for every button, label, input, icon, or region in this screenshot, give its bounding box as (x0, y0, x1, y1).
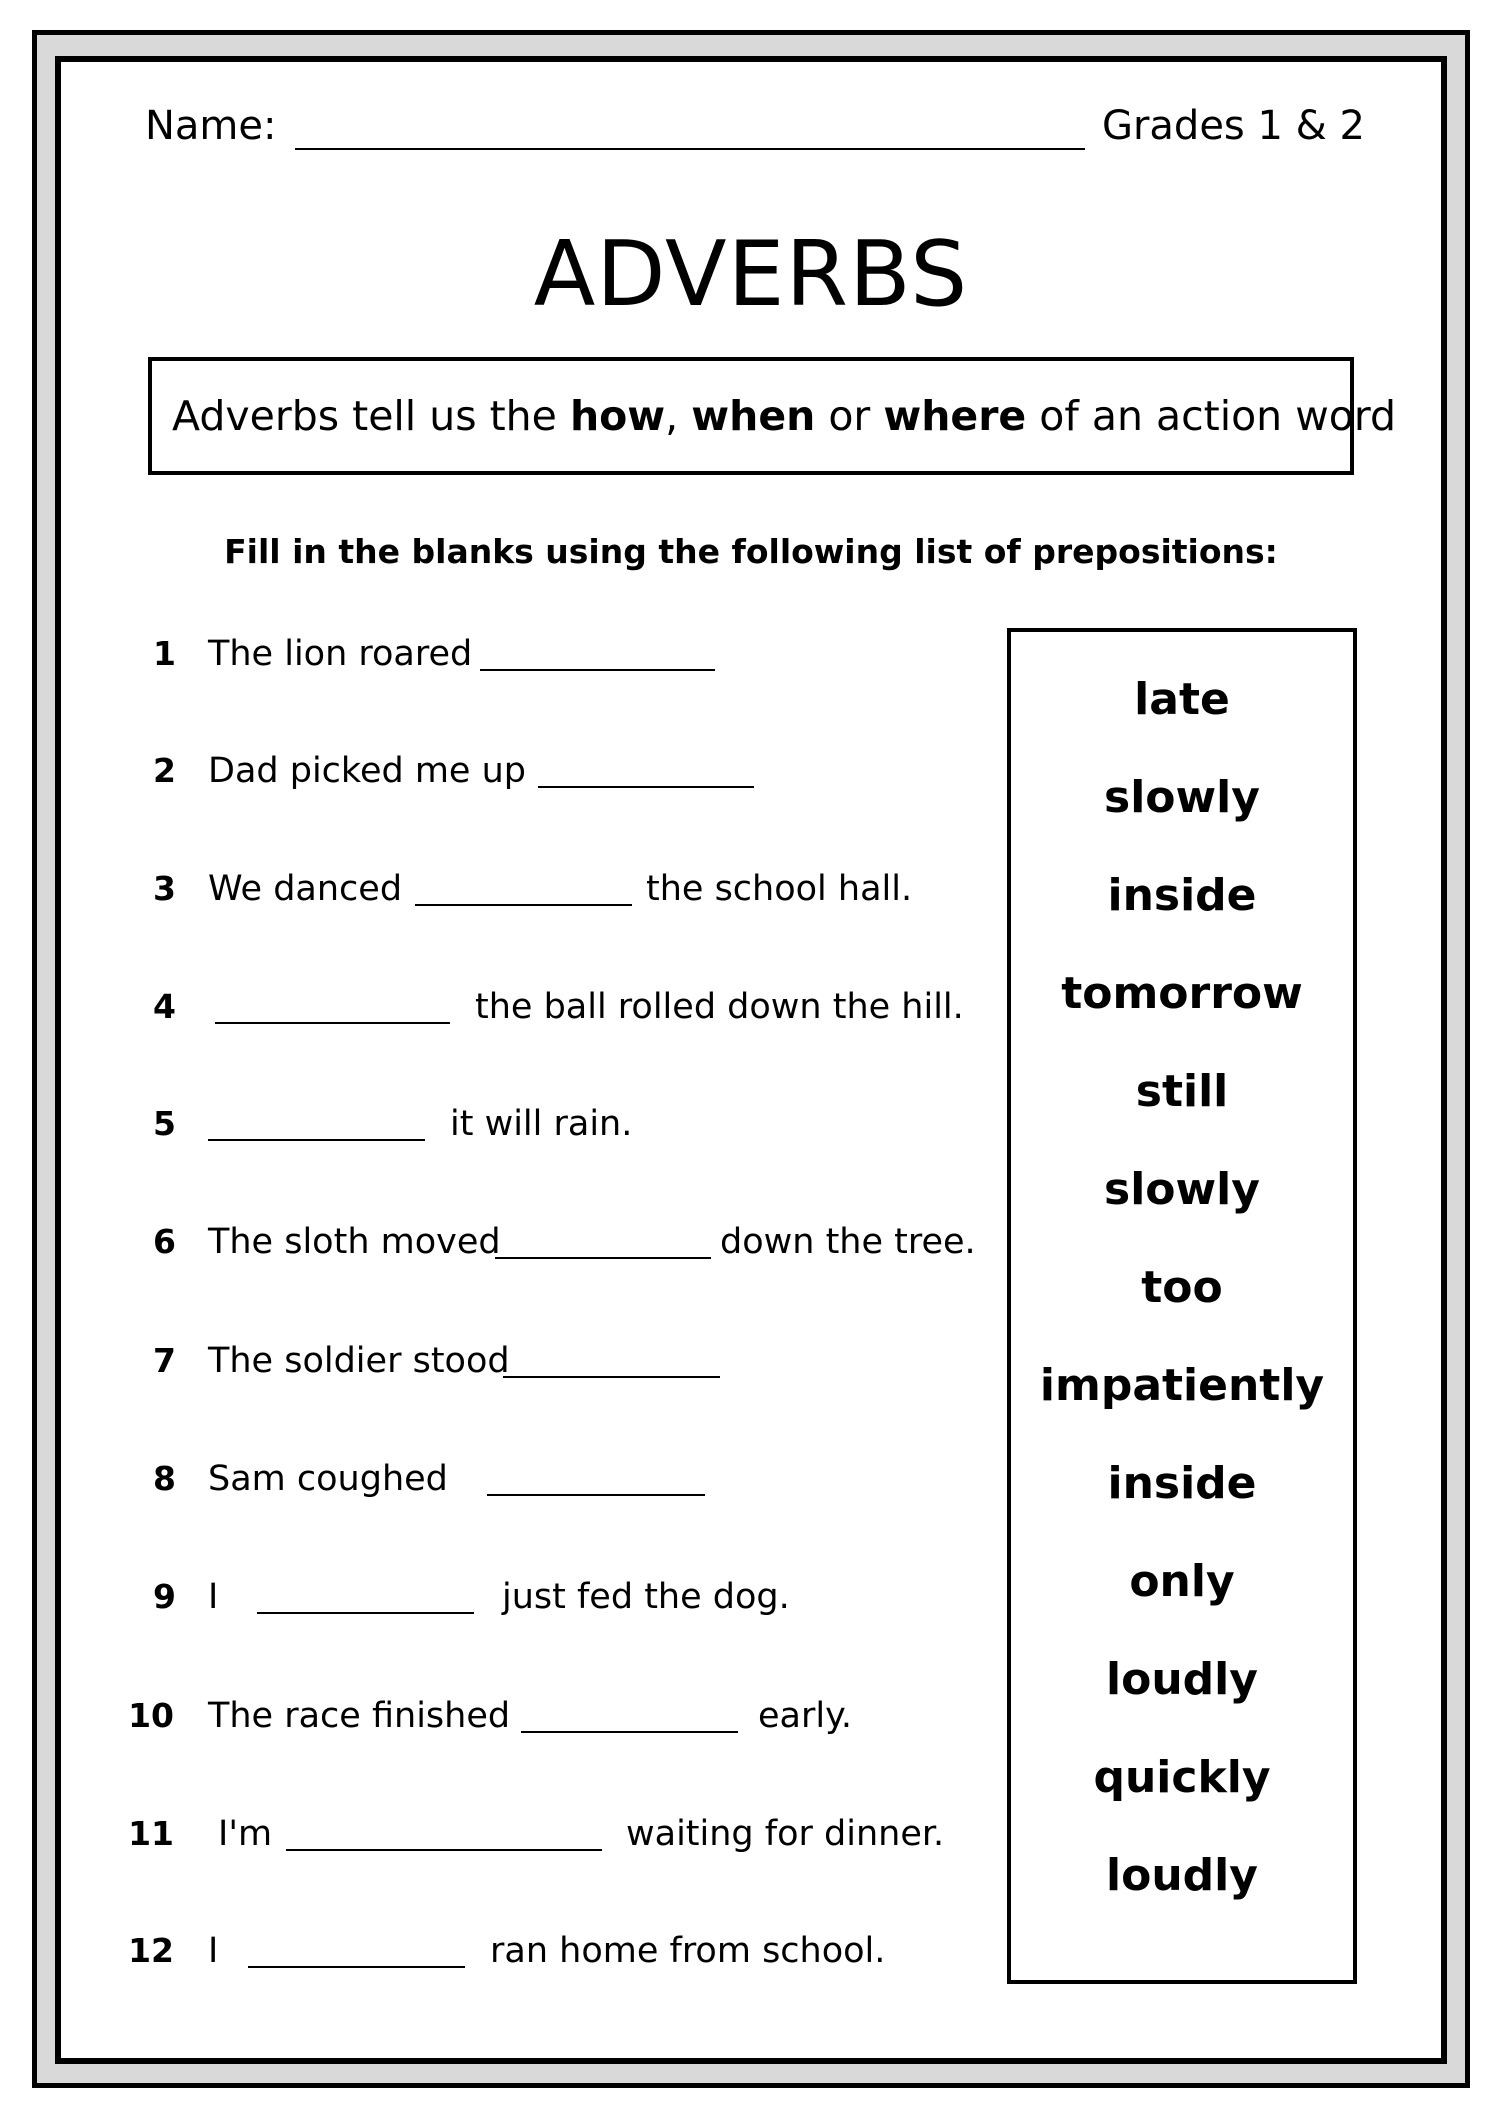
question-text-after: just fed the dog. (502, 1577, 790, 1617)
question-text-before: The lion roared (208, 634, 473, 674)
question-text-after: down the tree. (720, 1222, 976, 1262)
answer-blank[interactable] (215, 1022, 450, 1024)
question-text-before: We danced (208, 869, 403, 909)
question-text-after: early. (758, 1696, 852, 1736)
answer-blank[interactable] (257, 1612, 474, 1614)
question-text-before: Sam coughed (208, 1459, 448, 1499)
question-text-before: Dad picked me up (208, 751, 526, 791)
definition-when: when (691, 392, 816, 440)
question-number: 2 (153, 751, 176, 790)
word-list-item: too (1141, 1262, 1223, 1313)
definition-box (148, 357, 1396, 475)
question-text-before: The race finished (208, 1696, 511, 1736)
definition-where: where (883, 392, 1027, 440)
answer-blank[interactable] (208, 1139, 425, 1141)
question-text-before: The sloth moved (208, 1222, 501, 1262)
answer-blank[interactable] (480, 669, 715, 671)
word-list-item: loudly (1106, 1654, 1258, 1705)
definition-or: or (815, 392, 884, 440)
definition-suffix: of an action word (1026, 392, 1396, 440)
answer-blank[interactable] (538, 786, 754, 788)
question-text-after: waiting for dinner. (626, 1814, 945, 1854)
question-text-before: I'm (218, 1814, 273, 1854)
question-number: 3 (153, 869, 176, 908)
word-list-item: impatiently (1039, 1360, 1325, 1411)
answer-blank[interactable] (415, 904, 632, 906)
question-number: 11 (128, 1814, 174, 1853)
question-row (0, 742, 1000, 802)
question-text-before: I (208, 1577, 219, 1617)
question-row (0, 1095, 1000, 1155)
definition-how: how (569, 392, 666, 440)
definition-prefix: Adverbs tell us the (172, 392, 570, 440)
question-text-after: the ball rolled down the hill. (475, 987, 964, 1027)
question-row (0, 1687, 1000, 1747)
definition-comma: , (665, 392, 692, 440)
name-label: Name: (145, 103, 277, 149)
question-row (0, 1568, 1000, 1628)
word-list-item: inside (1107, 870, 1257, 921)
answer-blank[interactable] (487, 1494, 705, 1496)
name-input-line[interactable] (295, 148, 1085, 150)
question-number: 6 (153, 1222, 176, 1261)
answer-blank[interactable] (248, 1966, 465, 1968)
question-row (0, 1332, 1000, 1392)
question-text-after: the school hall. (646, 869, 913, 909)
question-number: 7 (153, 1341, 176, 1380)
question-number: 12 (128, 1931, 174, 1970)
question-text-before: The soldier stood (208, 1341, 510, 1381)
question-row (0, 978, 1000, 1038)
word-list-box (1007, 628, 1357, 1984)
word-list-item: inside (1107, 1458, 1257, 1509)
word-list-item: slowly (1104, 1164, 1260, 1215)
question-number: 1 (153, 634, 176, 673)
word-list-item: quickly (1093, 1752, 1271, 1803)
question-row (0, 1922, 1000, 1982)
question-number: 5 (153, 1104, 176, 1143)
word-list-item: slowly (1104, 772, 1260, 823)
question-number: 10 (128, 1696, 174, 1735)
word-list-item: only (1129, 1556, 1235, 1607)
answer-blank[interactable] (503, 1376, 720, 1378)
answer-blank[interactable] (495, 1257, 711, 1259)
question-number: 4 (153, 987, 176, 1026)
answer-blank[interactable] (286, 1849, 602, 1851)
question-text-after: ran home from school. (490, 1931, 886, 1971)
question-row (0, 625, 1000, 685)
worksheet-title: ADVERBS (533, 222, 969, 327)
question-row (0, 860, 1000, 920)
question-text-before: I (208, 1931, 219, 1971)
answer-blank[interactable] (521, 1731, 738, 1733)
word-list-item: tomorrow (1061, 968, 1303, 1019)
question-row (0, 1213, 1000, 1273)
question-number: 8 (153, 1459, 176, 1498)
question-row (0, 1450, 1000, 1510)
question-row (0, 1805, 1000, 1865)
grade-label: Grades 1 & 2 (1101, 103, 1365, 149)
question-text-after: it will rain. (450, 1104, 633, 1144)
question-number: 9 (153, 1577, 176, 1616)
word-list-item: still (1135, 1066, 1229, 1117)
instructions: Fill in the blanks using the following list of prepositions: (224, 532, 1278, 571)
word-list-item: late (1134, 674, 1230, 725)
word-list-item: loudly (1106, 1850, 1258, 1901)
